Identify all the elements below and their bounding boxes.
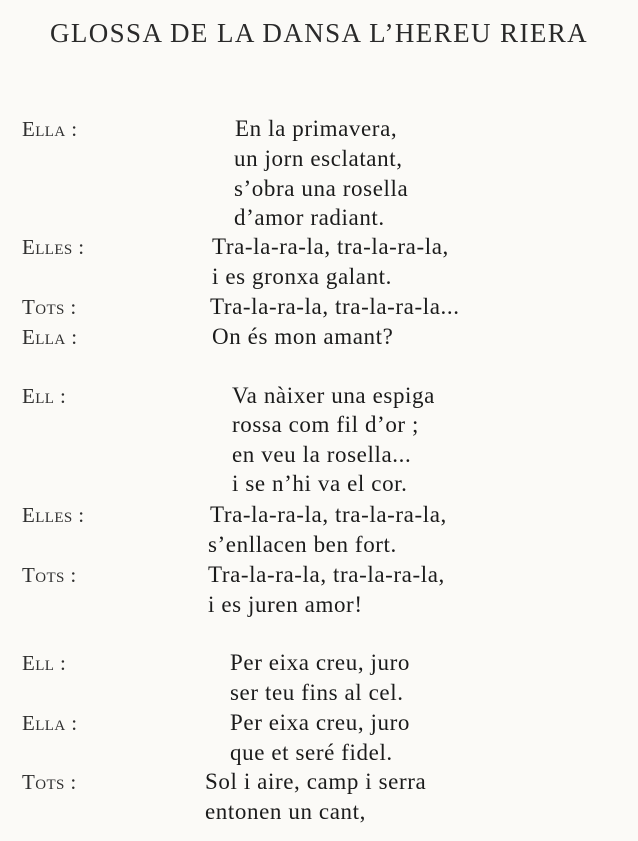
verse-line [0,500,638,530]
verse-text: un jorn esclatant, [234,146,403,171]
verse-line [0,144,638,174]
verse-line [0,440,638,470]
verse-line [0,381,638,411]
verse-text: En la primavera, [235,116,398,141]
verse-line [0,767,638,797]
verse-text: rossa com fil d’or ; [232,412,420,437]
verse-text: i es gronxa galant. [212,264,393,289]
verse-text: s’obra una rosella [234,176,409,201]
verse-line [0,232,638,262]
verse-text: ser teu fins al cel. [230,680,404,705]
verse-text: Tra-la-ra-la, tra-la-ra-la, [208,562,445,587]
verse-line [0,114,638,144]
verse-text: s’enllacen ben fort. [208,532,397,557]
verse-text: que et seré fidel. [230,740,393,765]
verse-text: d’amor radiant. [234,205,385,230]
verse-line [0,708,638,738]
speaker-label: Ella : [22,117,78,141]
verse-text: Per eixa creu, juro [230,650,410,675]
verse-text: i se n’hi va el cor. [232,471,408,496]
verse-line [0,203,638,233]
speaker-label: Elles : [22,235,85,259]
verse-text: i es juren amor! [208,592,363,617]
speaker-label: Tots : [22,295,77,319]
speaker-label: Ella : [22,325,78,349]
verse-line [0,590,638,620]
verse-line [0,410,638,440]
verse-line [0,292,638,322]
verse-line [0,738,638,768]
document-title: GLOSSA DE LA DANSA L’HEREU RIERA [49,18,589,48]
verse-text: Va nàixer una espiga [232,383,435,408]
speaker-label: Elles : [22,503,85,527]
speaker-label: Ella : [22,711,78,735]
verse-text: Per eixa creu, juro [230,710,410,735]
verse-line [0,678,638,708]
speaker-label: Tots : [22,770,77,794]
verse-text: Sol i aire, camp i serra [205,769,427,794]
speaker-label: Tots : [22,563,77,587]
speaker-label: Ell : [22,651,67,675]
verse-text: en veu la rosella... [232,442,412,467]
verse-text: Tra-la-ra-la, tra-la-ra-la, [212,234,449,259]
verse-text: Tra-la-ra-la, tra-la-ra-la, [210,502,447,527]
verse-line [0,530,638,560]
verse-line [0,174,638,204]
verse-text: entonen un cant, [205,799,366,824]
verse-line [0,560,638,590]
verse-line [0,797,638,827]
speaker-label: Ell : [22,384,67,408]
verse-line [0,262,638,292]
verse-line [0,469,638,499]
verse-text: On és mon amant? [212,324,394,349]
verse-line [0,648,638,678]
verse-line [0,322,638,352]
verse-text: Tra-la-ra-la, tra-la-ra-la... [210,294,460,319]
